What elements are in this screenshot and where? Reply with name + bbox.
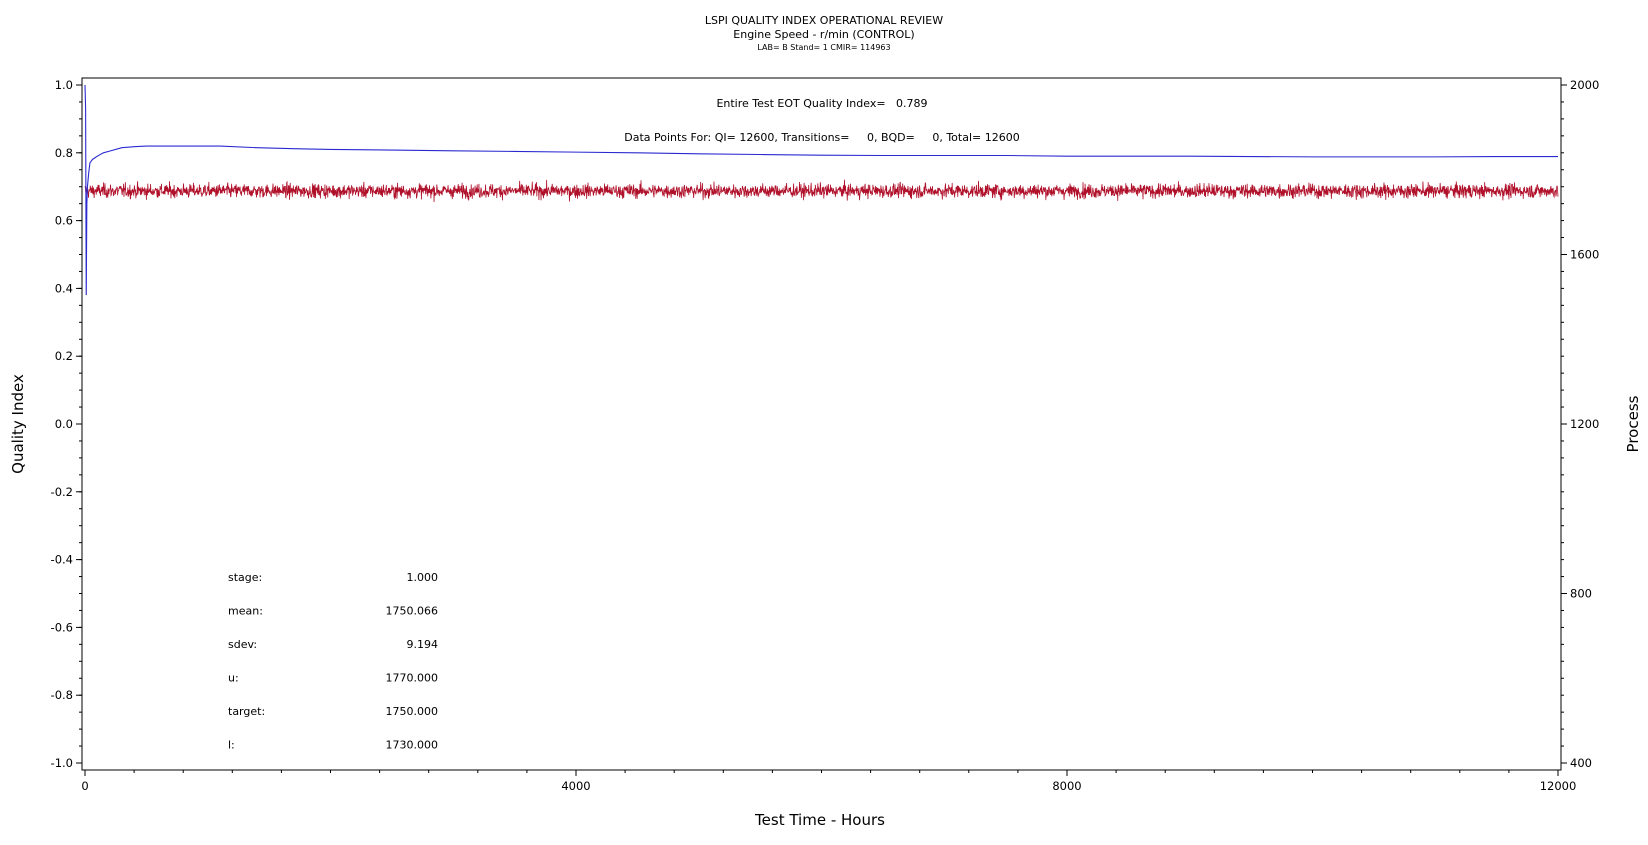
y-tick-label: 0.0 — [54, 417, 73, 431]
y2-tick-label: 1600 — [1570, 247, 1600, 262]
stat-value: 1750.066 — [385, 604, 438, 618]
stat-value: 1.000 — [406, 571, 438, 584]
x-tick-label: 8000 — [1052, 779, 1082, 793]
y2-tick-label: 800 — [1570, 586, 1592, 601]
y-tick-label: -0.2 — [50, 484, 73, 499]
quality-index-annotation: Entire Test EOT Quality Index= 0.789 — [716, 97, 928, 110]
y-tick-label: -0.6 — [50, 620, 73, 635]
plot-frame — [82, 78, 1561, 770]
y-tick-label: 0.4 — [54, 281, 73, 296]
stat-label: l: — [228, 738, 235, 752]
stat-value: 9.194 — [406, 638, 438, 651]
y2-axis-title: Process — [1624, 395, 1642, 453]
y-axis-title: Quality Index — [9, 374, 27, 474]
series-layer — [85, 85, 1558, 295]
process-series-line — [85, 180, 1558, 202]
stat-label: u: — [228, 671, 239, 685]
y-tick-label: -0.8 — [50, 688, 73, 703]
chart-title: LSPI QUALITY INDEX OPERATIONAL REVIEW — [704, 14, 944, 27]
y-tick-label: 0.8 — [54, 145, 73, 160]
stat-value: 1750.000 — [385, 705, 438, 718]
y-tick-label: 0.2 — [54, 349, 73, 364]
stats-block — [228, 571, 438, 752]
stat-label: sdev: — [228, 638, 258, 651]
y-tick-label: 1.0 — [54, 78, 73, 92]
x-tick-label: 4000 — [561, 779, 591, 793]
x-axis-title: Test Time - Hours — [755, 811, 885, 829]
stat-value: 1770.000 — [385, 671, 438, 685]
x-axis — [81, 770, 1576, 793]
y2-tick-label: 1200 — [1570, 417, 1600, 431]
y-tick-label: -0.4 — [50, 552, 73, 567]
y2-tick-label: 2000 — [1570, 78, 1600, 92]
chart-subtitle: Engine Speed - r/min (CONTROL) — [733, 28, 915, 41]
stat-label: stage: — [228, 571, 263, 584]
x-tick-label: 0 — [81, 779, 89, 793]
stat-label: target: — [228, 705, 266, 718]
stat-label: mean: — [228, 604, 263, 618]
x-tick-label: 12000 — [1539, 779, 1577, 793]
y-axis-left — [51, 78, 82, 770]
stat-value: 1730.000 — [385, 738, 438, 752]
y2-tick-label: 400 — [1570, 756, 1592, 770]
y-tick-label: -1.0 — [50, 756, 73, 770]
y-axis-right — [1561, 78, 1599, 770]
y-tick-label: 0.6 — [54, 213, 73, 228]
chart-subtitle-lab: LAB= B Stand= 1 CMIR= 114963 — [757, 43, 891, 52]
data-points-annotation: Data Points For: QI= 12600, Transitions= 0, BQD= 0, Total= 12600 — [624, 131, 1020, 144]
